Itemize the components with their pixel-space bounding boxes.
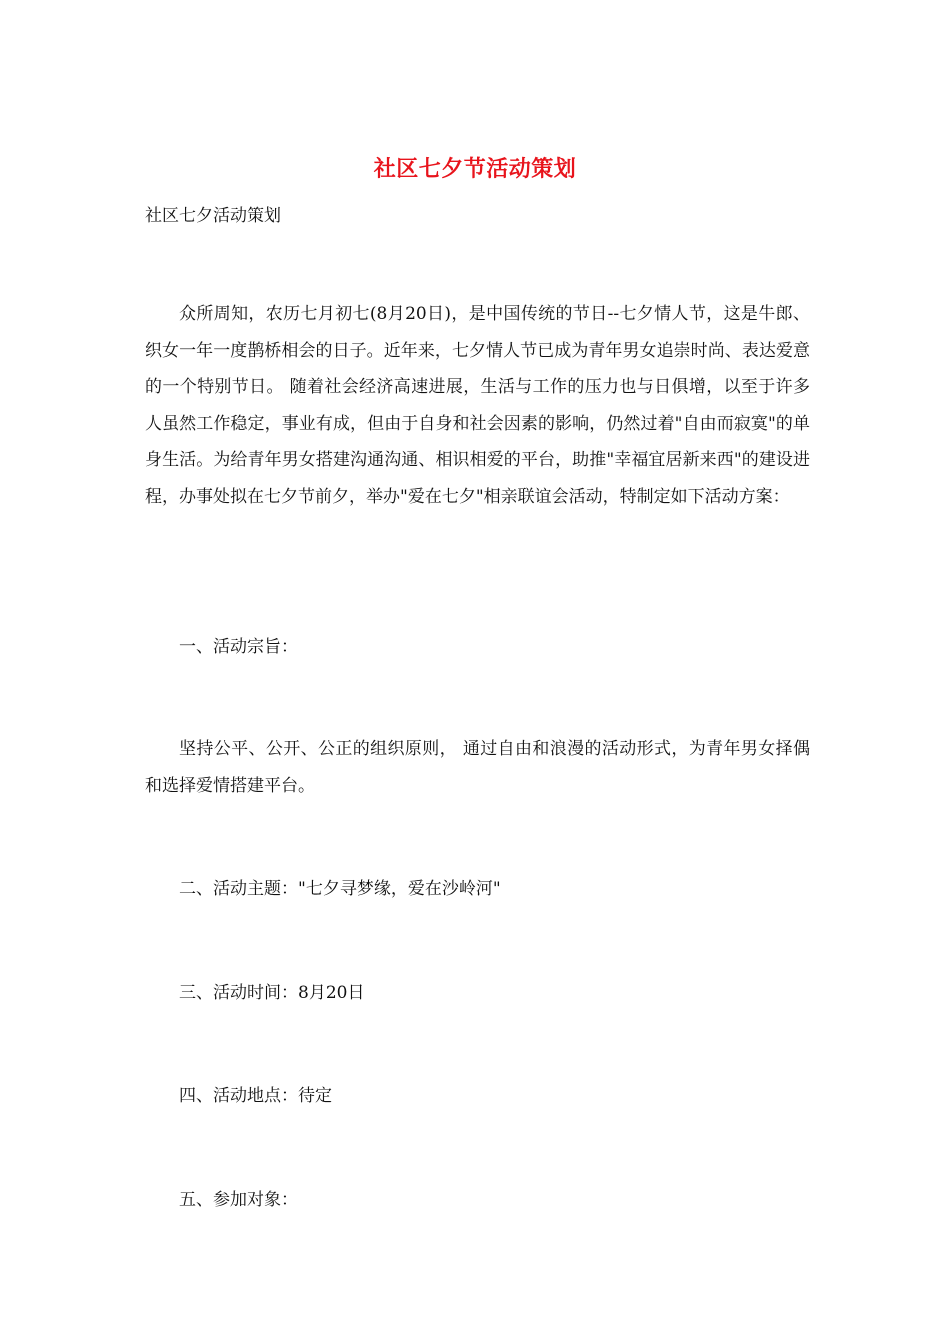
section-body-purpose: 坚持公平、公开、公正的组织原则， 通过自由和浪漫的活动形式，为青年男女择偶和选择爱情搭建平台。: [145, 739, 810, 796]
document-subtitle: 社区七夕活动策划: [145, 206, 281, 226]
document-title: 社区七夕节活动策划: [373, 156, 577, 182]
section-heading-theme: 二、活动主题："七夕寻梦缘，爱在沙岭河": [179, 879, 501, 899]
section-heading-participants: 五、参加对象：: [179, 1190, 298, 1210]
section-heading-location: 四、活动地点：待定: [179, 1086, 332, 1106]
section-heading-purpose: 一、活动宗旨：: [179, 637, 298, 657]
intro-paragraph: 众所周知，农历七月初七(8月20日)，是中国传统的节日--七夕情人节，这是牛郎、织女一年一度鹊桥相会的日子。近年来，七夕情人节已成为青年男女追崇时尚、表达爱意的一个特别节日。 随着社会经济高速进展，生活与工作的压力也与日俱增，以至于许多人虽然工作稳定，事业有成，但由于自身和社会因素的影响，仍然过着"自由而寂寞"的单身生活。为给青年男女搭建沟通沟通、相识相爱的平台，助推"幸福宜居新来西"的建设进程，办事处拟在七夕节前夕，举办"爱在七夕"相亲联谊会活动，特制定如下活动方案：: [145, 304, 810, 507]
section-heading-time: 三、活动时间：8月20日: [179, 983, 365, 1003]
